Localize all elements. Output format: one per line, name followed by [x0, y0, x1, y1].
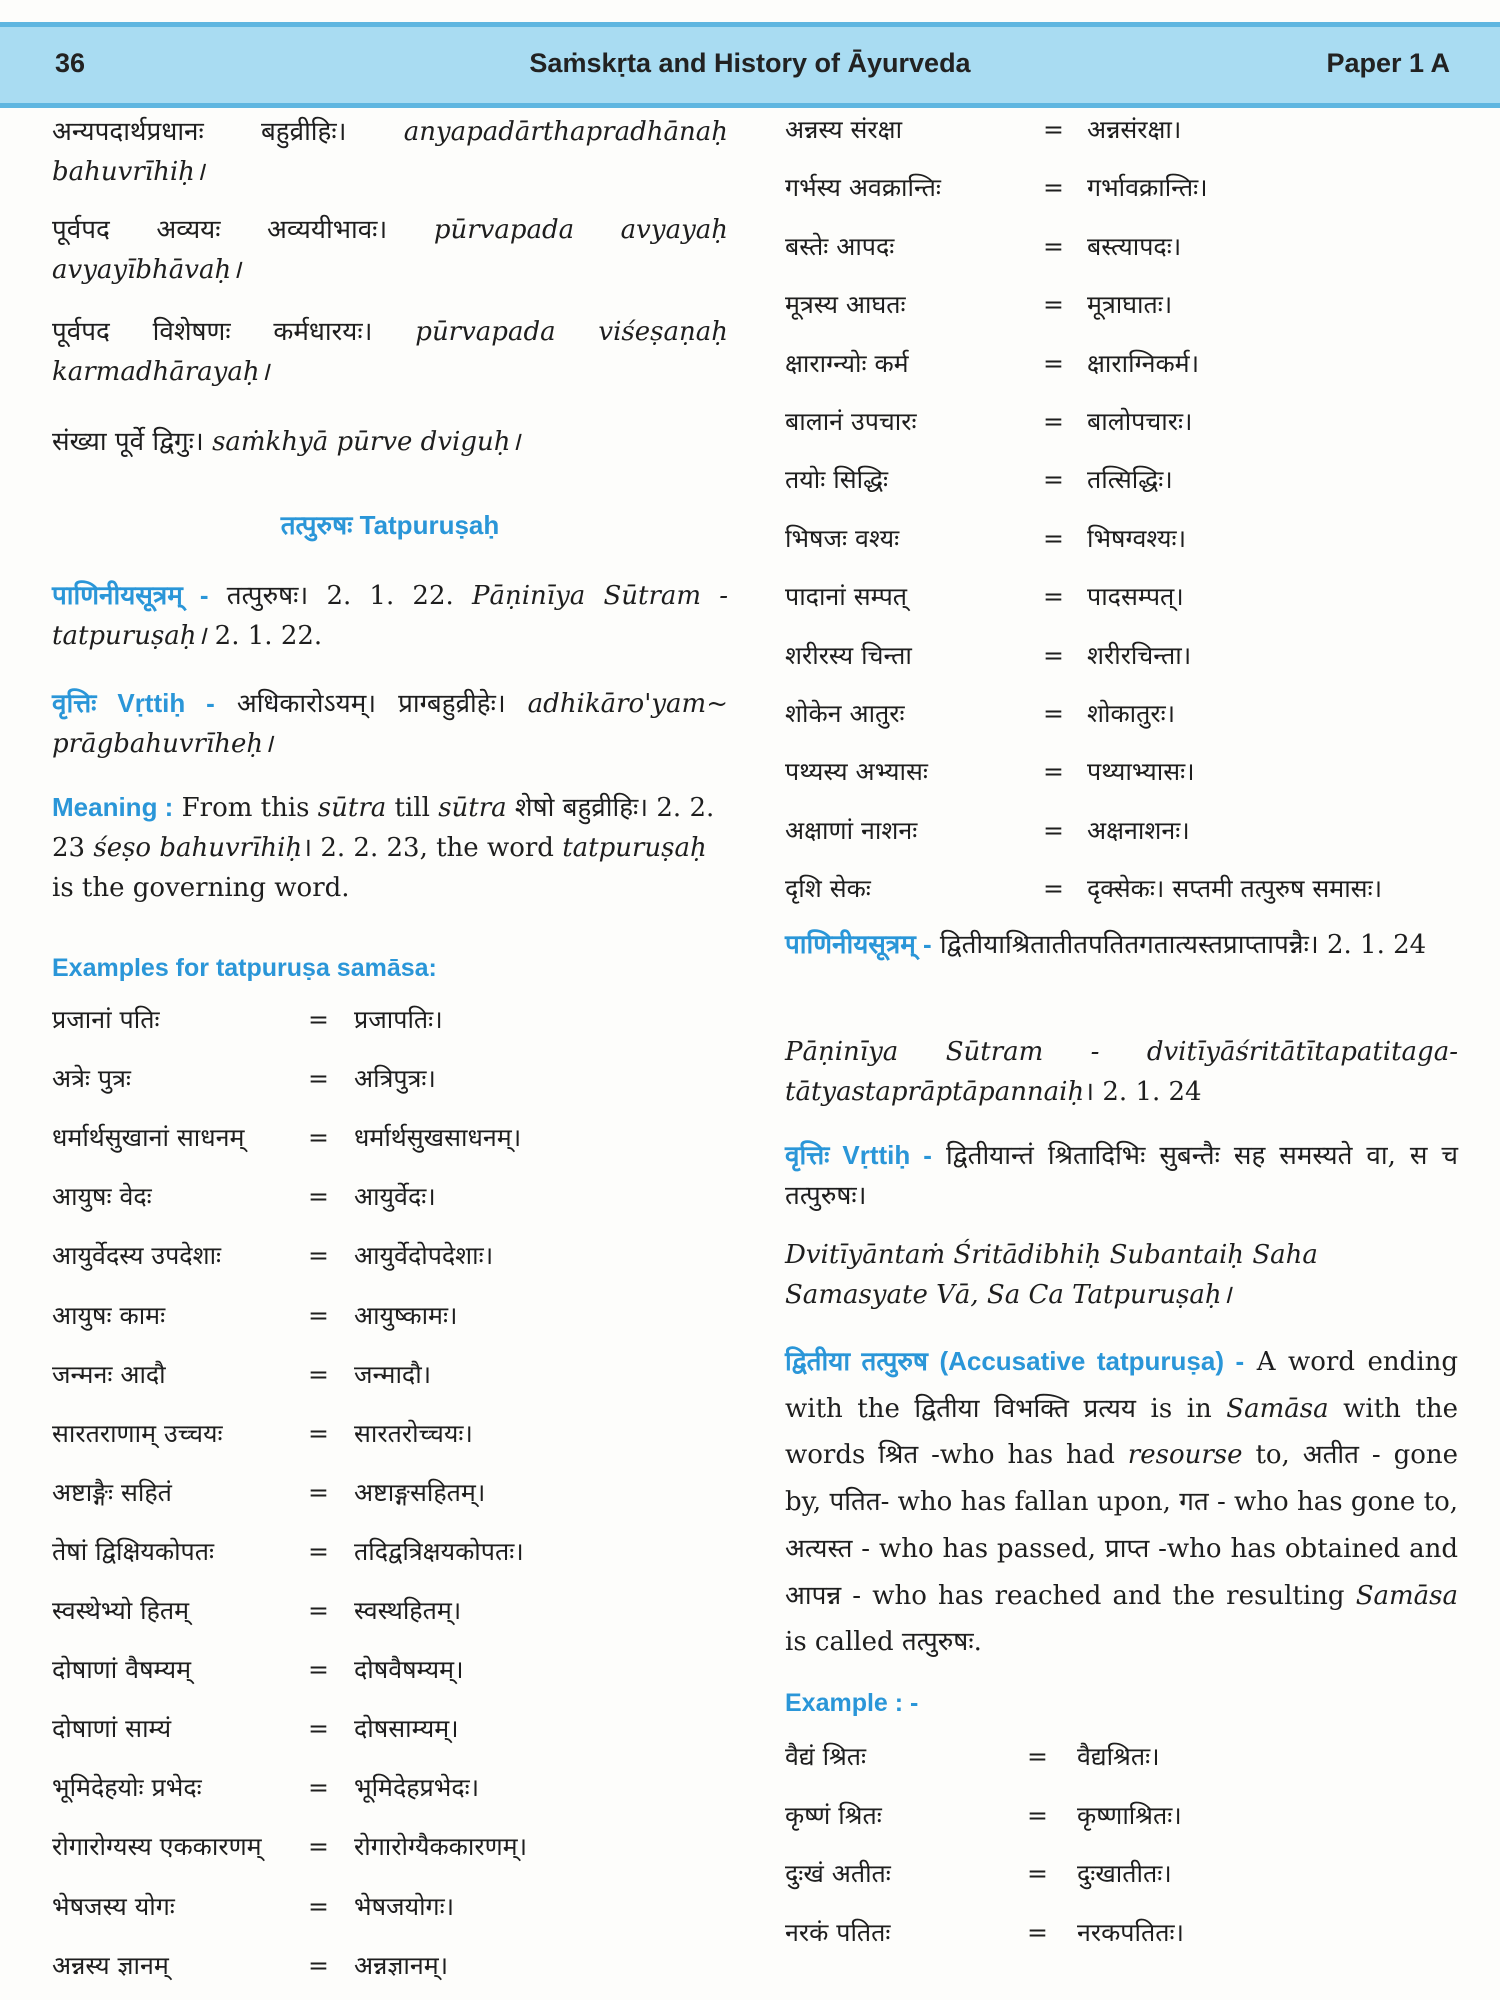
example-row — [52, 1827, 732, 1867]
compound-text: तत्सिद्धिः। — [1087, 465, 1173, 495]
example-row — [785, 227, 1465, 267]
vrtti-transliteration: Dvitīyāntaṁ Śritādibhiḥ Subantaiḥ Saha Samasyate Vā, Sa Ca Tatpuruṣaḥ। — [785, 1240, 1318, 1310]
compound-text: दुःखातीतः। — [1077, 1859, 1172, 1889]
equals-sign: = — [308, 1241, 329, 1271]
example-row — [52, 1118, 732, 1158]
term-text: आयुषः कामः — [52, 1300, 166, 1330]
compound-text: भेषजयोगः। — [354, 1891, 455, 1921]
devanagari-text: तत्पुरुषः। 2. 1. 22. — [226, 581, 454, 611]
term-text: स्वस्थेभ्यो हितम् — [52, 1596, 190, 1625]
equals-sign: = — [308, 1182, 329, 1212]
term-text: शरीरस्य चिन्ता — [785, 640, 912, 670]
example-row — [785, 752, 1465, 792]
equals-sign: = — [1043, 874, 1064, 904]
equals-sign: = — [308, 1123, 329, 1153]
equals-sign: = — [1043, 231, 1064, 261]
transliteration: Pāṇinīya Sūtram - tatpuruṣaḥ। — [52, 581, 728, 651]
equals-sign: = — [1043, 582, 1064, 612]
rule-bahuvrihi — [52, 112, 728, 192]
example-row — [52, 1355, 732, 1395]
term-text: अन्नस्य संरक्षा — [785, 115, 903, 144]
equals-sign: = — [308, 1359, 329, 1389]
example-row — [785, 285, 1465, 325]
example-row — [52, 1887, 732, 1927]
compound-text: गर्भावक्रान्तिः। — [1087, 173, 1208, 203]
example-row — [52, 1000, 732, 1040]
compound-text: आयुर्वेदः। — [354, 1182, 436, 1212]
transliteration: saṁkhyā pūrve dviguḥ। — [212, 427, 521, 457]
book-title: Saṁskṛta and History of Āyurveda — [529, 48, 971, 78]
text: Samāsa — [1226, 1393, 1329, 1424]
example-row — [52, 1768, 732, 1808]
transliteration: anyapadārthapradhānaḥ bahuvrīhiḥ। — [52, 117, 728, 187]
sutra-label: पाणिनीयसूत्रम् - — [785, 929, 932, 959]
example-row — [785, 460, 1465, 500]
compound-text: अत्रिपुत्रः। — [354, 1064, 436, 1094]
term-text: अन्नस्य ज्ञानम् — [52, 1950, 169, 1980]
term-text: दोषाणां साम्यं — [52, 1714, 172, 1744]
compound-text: भूमिदेहप्रभेदः। — [354, 1773, 480, 1803]
example-row — [785, 1854, 1465, 1894]
example-row — [785, 402, 1465, 442]
equals-sign: = — [308, 1005, 329, 1034]
transliteration: pūrvapada viśeṣaṇaḥ karmadhārayaḥ। — [52, 317, 728, 387]
text: sūtra — [317, 793, 387, 823]
equals-sign: = — [308, 1950, 329, 1980]
text: । 2. 2. 23, the word — [302, 833, 554, 863]
equals-sign: = — [308, 1300, 329, 1330]
compound-text: प्रजापतिः। — [354, 1005, 443, 1034]
term-text: क्षाराग्न्योः कर्म — [785, 348, 909, 378]
example-row — [785, 110, 1465, 150]
equals-sign: = — [308, 1773, 329, 1803]
compound-text: वैद्यश्रितः। — [1077, 1742, 1160, 1771]
compound-text: आयुष्कामः। — [354, 1300, 458, 1330]
equals-sign: = — [308, 1655, 329, 1685]
term-text: वैद्यं श्रितः — [785, 1742, 867, 1771]
example-row — [52, 1236, 732, 1276]
term-text: भिषजः वश्यः — [785, 523, 900, 553]
equals-sign: = — [1043, 757, 1064, 787]
page-header — [0, 22, 1500, 108]
equals-sign: = — [308, 1596, 329, 1625]
equals-sign: = — [1043, 699, 1064, 728]
equals-sign: = — [1043, 290, 1064, 320]
example-row — [785, 344, 1465, 384]
example-row — [52, 1650, 732, 1690]
term-text: नरकं पतितः — [785, 1918, 891, 1948]
example-row — [785, 869, 1465, 909]
text: From this — [181, 793, 310, 823]
compound-text: कृष्णाश्रितः। — [1077, 1800, 1182, 1830]
compound-text: पथ्याभ्यासः। — [1087, 757, 1195, 787]
compound-text: रोगारोग्यैककारणम्। — [354, 1832, 528, 1862]
compound-text: नरकपतितः। — [1077, 1918, 1185, 1948]
compound-text: मूत्राघातः। — [1087, 290, 1173, 320]
compound-text: दृक्सेकः। सप्तमी तत्पुरुष समासः। — [1087, 874, 1383, 904]
example-row — [52, 1946, 732, 1986]
panini-transliteration — [785, 1032, 1458, 1112]
compound-text: अन्नसंरक्षा। — [1087, 115, 1182, 144]
vrtti-label: वृत्तिः Vṛttiḥ - — [785, 1140, 932, 1170]
equals-sign: = — [308, 1536, 329, 1566]
sutra-number: । 2. 1. 24 — [1084, 1077, 1202, 1107]
text: A word ending with the द्वितीया विभक्ति प्रत्यय is in — [785, 1347, 1459, 1424]
accusative-tatpurusa-paragraph — [785, 1338, 1458, 1666]
example-row — [52, 1059, 732, 1099]
examples-heading: Examples for tatpuruṣa samāsa: — [52, 954, 437, 982]
devanagari-text: द्वितीयाश्रितातीतपतितगतात्यस्तप्राप्तापन्नैः। 2. 1. 24 — [939, 930, 1427, 960]
equals-sign: = — [1043, 465, 1064, 495]
compound-text: धर्मार्थसुखसाधनम्। — [354, 1123, 522, 1153]
equals-sign: = — [1043, 815, 1064, 845]
meaning-label: Meaning : — [52, 792, 174, 822]
compound-text: भिषग्वश्यः। — [1087, 523, 1187, 553]
equals-sign: = — [1027, 1859, 1048, 1889]
equals-sign: = — [308, 1832, 329, 1862]
term-text: अक्षाणां नाशनः — [785, 815, 918, 845]
text: Samāsa — [1355, 1580, 1458, 1611]
example-row — [785, 519, 1465, 559]
example-row — [785, 577, 1465, 617]
equals-sign: = — [1043, 523, 1064, 553]
devanagari-text: संख्या पूर्वे द्विगुः। — [52, 427, 204, 457]
compound-text: शरीरचिन्ता। — [1087, 640, 1192, 670]
panini-sutra-paragraph-2 — [785, 924, 1458, 965]
term-text: सारतराणाम् उच्चयः — [52, 1418, 223, 1448]
term-text: मूत्रस्य आघतः — [785, 290, 906, 320]
equals-sign: = — [308, 1064, 329, 1094]
example-row — [785, 1796, 1465, 1836]
panini-sutra-paragraph — [52, 575, 728, 656]
sutra-label: पाणिनीयसूत्रम् - — [52, 580, 209, 610]
devanagari-text: द्वितीयान्तं श्रितादिभिः सुबन्तैः सह समस्यते वा, स च तत्पुरुषः। — [785, 1141, 1459, 1211]
compound-text: अन्नज्ञानम्। — [354, 1950, 449, 1980]
vrtti-paragraph — [52, 683, 728, 764]
vrtti-paragraph-2 — [785, 1135, 1458, 1216]
equals-sign: = — [308, 1714, 329, 1744]
text: till — [394, 793, 430, 823]
term-text: गर्भस्य अवक्रान्तिः — [785, 173, 941, 203]
equals-sign: = — [308, 1418, 329, 1448]
compound-text: तदिद्वत्रिक्षयकोपतः। — [354, 1536, 524, 1566]
equals-sign: = — [1043, 407, 1064, 436]
term-text: भेषजस्य योगः — [52, 1891, 175, 1921]
term-text: दुःखं अतीतः — [785, 1859, 891, 1889]
term-text: कृष्णं श्रितः — [785, 1800, 882, 1830]
term-text: पादानां सम्पत् — [785, 582, 908, 612]
text: resourse — [1127, 1440, 1243, 1471]
example-row — [52, 1414, 732, 1454]
compound-text: स्वस्थहितम्। — [354, 1596, 462, 1625]
rule-dvigu — [52, 422, 728, 462]
term-text: आयुर्वेदस्य उपदेशाः — [52, 1241, 222, 1271]
compound-text: अक्षनाशनः। — [1087, 815, 1190, 845]
text: is the governing word. — [52, 873, 350, 903]
compound-text: क्षाराग्निकर्म। — [1087, 348, 1200, 378]
accusative-label: द्वितीया तत्पुरुष (Accusative tatpuruṣa) - — [785, 1346, 1245, 1376]
example-row — [785, 1737, 1465, 1777]
compound-text: बालोपचारः। — [1087, 407, 1193, 436]
term-text: भूमिदेहयोः प्रभेदः — [52, 1773, 202, 1803]
term-text: दृशि सेकः — [785, 874, 871, 904]
example-row — [785, 636, 1465, 676]
paper-label: Paper 1 A — [1326, 48, 1450, 78]
compound-text: अष्टाङ्गसहितम्। — [354, 1477, 486, 1507]
example-row — [785, 1913, 1465, 1953]
devanagari-text: शेषो बहुव्रीहिः। 2. 2. 23 — [52, 793, 715, 863]
equals-sign: = — [1043, 115, 1064, 144]
equals-sign: = — [308, 1891, 329, 1921]
term-text: अत्रेः पुत्रः — [52, 1064, 131, 1094]
compound-text: सारतरोच्चयः। — [354, 1418, 473, 1448]
term-text: प्रजानां पतिः — [52, 1005, 160, 1034]
example-row — [52, 1177, 732, 1217]
sutra-number: 2. 1. 22. — [214, 621, 323, 651]
rule-karmadharaya — [52, 312, 728, 392]
compound-text: आयुर्वेदोपदेशाः। — [354, 1241, 494, 1271]
example-row — [52, 1473, 732, 1513]
equals-sign: = — [1027, 1742, 1048, 1771]
compound-text: जन्मादौ। — [354, 1359, 432, 1389]
compound-text: पादसम्पत्। — [1087, 582, 1184, 612]
term-text: बालानं उपचारः — [785, 407, 917, 436]
text: is called तत्पुरुषः. — [785, 1627, 982, 1658]
section-heading-tatpurusa: तत्पुरुषः Tatpuruṣaḥ — [280, 510, 500, 540]
term-text: अष्टाङ्गैः सहितं — [52, 1477, 172, 1507]
example-heading: Example : - — [785, 1689, 919, 1717]
rule-avyayibhava — [52, 210, 728, 290]
term-text: जन्मनः आदौ — [52, 1359, 166, 1389]
equals-sign: = — [1043, 173, 1064, 203]
term-text: तेषां द्विक्षियकोपतः — [52, 1536, 215, 1566]
transliteration: pūrvapada avyayaḥ avyayībhāvaḥ। — [52, 215, 728, 285]
text: sūtra — [438, 793, 507, 823]
term-text: धर्मार्थसुखानां साधनम् — [52, 1123, 245, 1153]
devanagari-text: पूर्वपद अव्ययः अव्ययीभावः। — [52, 215, 388, 245]
compound-text: दोषसाम्यम्। — [354, 1714, 459, 1744]
text: śeṣo bahuvrīhiḥ — [93, 833, 303, 863]
term-text: पथ्यस्य अभ्यासः — [785, 757, 928, 787]
example-row — [785, 811, 1465, 851]
vrtti-label: वृत्तिः Vṛttiḥ - — [52, 688, 215, 718]
equals-sign: = — [1027, 1918, 1048, 1948]
page-number: 36 — [55, 48, 86, 78]
devanagari-text: अन्यपदार्थप्रधानः बहुव्रीहिः। — [52, 117, 347, 147]
devanagari-text: पूर्वपद विशेषणः कर्मधारयः। — [52, 317, 373, 347]
example-row — [52, 1709, 732, 1749]
example-row — [52, 1591, 732, 1631]
example-row — [785, 694, 1465, 734]
text: to, अतीत - gone by, पतित- who has fallan upon, गत - who has gone to, अत्यस्त - who has passed, प्राप्त -who has obtained and आपन्न - who has reached and the resulting — [785, 1440, 1459, 1611]
transliteration: Pāṇinīya Sūtram - dvitīyāśritātītapatitaga-tātyastaprāptāpannaiḥ — [785, 1037, 1458, 1107]
term-text: शोकेन आतुरः — [785, 699, 905, 728]
compound-text: दोषवैषम्यम्। — [354, 1655, 464, 1685]
meaning-paragraph — [52, 787, 728, 908]
compound-text: बस्त्यापदः। — [1087, 231, 1182, 261]
equals-sign: = — [1027, 1800, 1048, 1830]
transliteration: adhikāro'yam~ prāgbahuvrīheḥ। — [52, 689, 728, 759]
example-row — [785, 168, 1465, 208]
text: tatpuruṣaḥ — [562, 833, 707, 863]
equals-sign: = — [1043, 348, 1064, 378]
term-text: आयुषः वेदः — [52, 1182, 152, 1212]
term-text: रोगारोग्यस्य एककारणम् — [52, 1832, 262, 1862]
equals-sign: = — [1043, 640, 1064, 670]
term-text: तयोः सिद्धिः — [785, 465, 889, 495]
equals-sign: = — [308, 1477, 329, 1507]
compound-text: शोकातुरः। — [1087, 699, 1176, 728]
devanagari-text: अधिकारोऽयम्। प्राग्बहुव्रीहेः। — [236, 689, 506, 719]
example-row — [52, 1532, 732, 1572]
term-text: दोषाणां वैषम्यम् — [52, 1655, 192, 1685]
text: with the words श्रित -who has had — [785, 1393, 1458, 1471]
term-text: बस्तेः आपदः — [785, 231, 895, 261]
example-row — [52, 1296, 732, 1336]
